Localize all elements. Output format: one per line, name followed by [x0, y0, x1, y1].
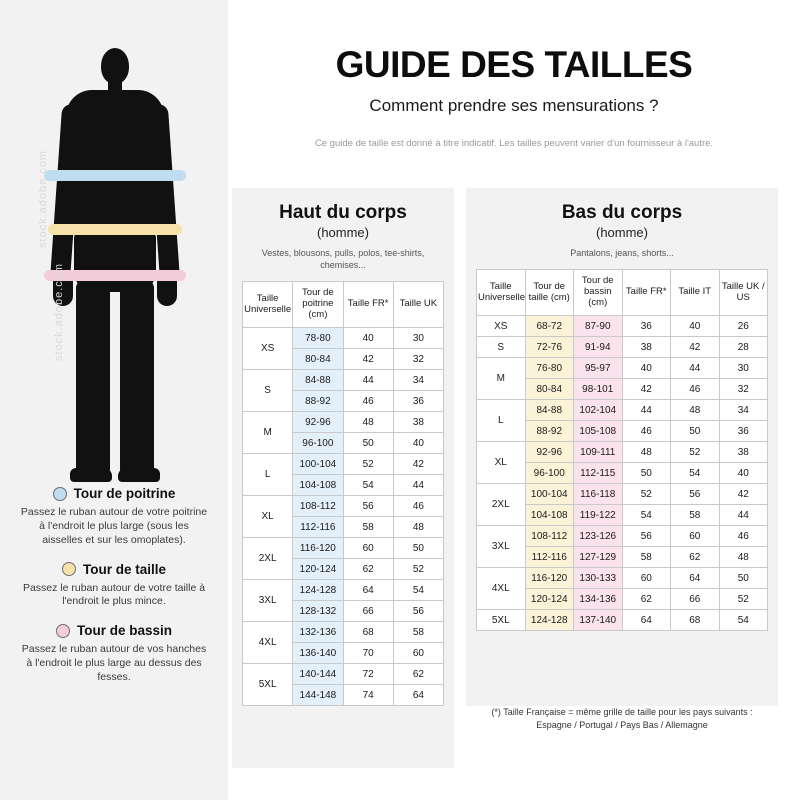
table-cell: 52 [343, 454, 393, 475]
silhouette-left-foot [70, 468, 112, 482]
table-cell: 44 [393, 475, 443, 496]
page-subtitle: Comment prendre ses mensurations ? [369, 96, 659, 115]
table-cell: 38 [719, 442, 768, 463]
size-label-cell: S [243, 370, 293, 412]
measurement-legend [0, 486, 228, 699]
table-cell: 104-108 [293, 475, 343, 496]
section-subtitle-upper: (homme) [316, 225, 369, 240]
table-cell: 96-100 [525, 463, 574, 484]
column-header: Taille FR* [622, 270, 671, 316]
silhouette-right-foot [118, 468, 160, 482]
table-row [477, 610, 768, 631]
disclaimer-text: Ce guide de taille est donné à titre indicatif. Les tailles peuvent varier d'un fournisseur à l'autre. [314, 138, 714, 149]
size-label-cell: 2XL [243, 538, 293, 580]
table-cell: 98-101 [574, 379, 623, 400]
table-cell: 105-108 [574, 421, 623, 442]
section-description-lower: Pantalons, jeans, shorts... [570, 248, 674, 258]
table-cell: 60 [671, 526, 720, 547]
page-title: GUIDE DES TAILLES [335, 44, 693, 85]
table-cell: 102-104 [574, 400, 623, 421]
table-cell: 87-90 [574, 316, 623, 337]
table-cell: 54 [393, 580, 443, 601]
table-row [243, 328, 444, 349]
size-label-cell: L [243, 454, 293, 496]
table-cell: 136-140 [293, 643, 343, 664]
watermark-text: stock.adobe.com [53, 262, 66, 362]
column-header: Taille FR* [343, 282, 393, 328]
table-cell: 80-84 [525, 379, 574, 400]
column-header: Taille Universelle [477, 270, 526, 316]
size-label-cell: 5XL [477, 610, 526, 631]
hips-color-dot-icon [56, 624, 70, 638]
table-cell: 120-124 [525, 589, 574, 610]
table-row [243, 454, 444, 475]
table-cell: 40 [622, 358, 671, 379]
page-header [228, 0, 800, 149]
table-cell: 42 [671, 337, 720, 358]
size-label-cell: 4XL [477, 568, 526, 610]
table-cell: 42 [393, 454, 443, 475]
table-cell: 32 [719, 379, 768, 400]
table-cell: 74 [343, 685, 393, 706]
section-title-upper: Haut du corps [279, 202, 407, 223]
table-cell: 50 [671, 421, 720, 442]
table-cell: 108-112 [293, 496, 343, 517]
table-cell: 56 [393, 601, 443, 622]
chest-color-dot-icon [53, 487, 67, 501]
silhouette-head [101, 48, 129, 84]
size-table-upper-body [242, 281, 444, 706]
table-cell: 66 [343, 601, 393, 622]
table-cell: 26 [719, 316, 768, 337]
waist-color-dot-icon [62, 562, 76, 576]
table-cell: 48 [719, 547, 768, 568]
table-cell: 48 [343, 412, 393, 433]
table-cell: 52 [622, 484, 671, 505]
table-cell: 52 [719, 589, 768, 610]
table-header-row [477, 270, 768, 316]
table-cell: 112-115 [574, 463, 623, 484]
table-cell: 130-133 [574, 568, 623, 589]
table-cell: 38 [622, 337, 671, 358]
silhouette-panel [0, 0, 228, 800]
table-cell: 42 [622, 379, 671, 400]
size-table-lower-body [476, 269, 768, 631]
column-header: Tour de taille (cm) [525, 270, 574, 316]
table-cell: 84-88 [525, 400, 574, 421]
silhouette-leg-gap [0, 18, 10, 208]
table-cell: 36 [393, 391, 443, 412]
section-description-upper: Vestes, blousons, pulls, polos, tee-shirts, chemises... [261, 248, 425, 271]
table-cell: 64 [393, 685, 443, 706]
table-cell: 92-96 [293, 412, 343, 433]
table-cell: 116-120 [525, 568, 574, 589]
table-row [477, 568, 768, 589]
table-cell: 119-122 [574, 505, 623, 526]
table-cell: 76-80 [525, 358, 574, 379]
table-cell: 50 [622, 463, 671, 484]
table-cell: 120-124 [293, 559, 343, 580]
table-row [243, 580, 444, 601]
table-cell: 64 [343, 580, 393, 601]
table-cell: 50 [343, 433, 393, 454]
table-cell: 54 [719, 610, 768, 631]
table-cell: 42 [719, 484, 768, 505]
table-cell: 123-126 [574, 526, 623, 547]
legend-item-waist [12, 562, 216, 610]
table-cell: 108-112 [525, 526, 574, 547]
chest-measure-band [44, 170, 186, 181]
column-header: Tour de poitrine (cm) [293, 282, 343, 328]
table-cell: 46 [343, 391, 393, 412]
size-label-cell: 4XL [243, 622, 293, 664]
table-cell: 44 [343, 370, 393, 391]
table-cell: 124-128 [293, 580, 343, 601]
table-cell: 68-72 [525, 316, 574, 337]
table-cell: 62 [343, 559, 393, 580]
table-cell: 140-144 [293, 664, 343, 685]
table-cell: 50 [393, 538, 443, 559]
table-cell: 60 [622, 568, 671, 589]
table-cell: 54 [671, 463, 720, 484]
table-cell: 112-116 [525, 547, 574, 568]
waist-measure-band [48, 224, 182, 235]
table-cell: 124-128 [525, 610, 574, 631]
table-cell: 40 [719, 463, 768, 484]
table-cell: 109-111 [574, 442, 623, 463]
table-cell: 58 [671, 505, 720, 526]
table-cell: 46 [393, 496, 443, 517]
table-cell: 127-129 [574, 547, 623, 568]
footnote-text: (*) Taille Française = même grille de taille pour les pays suivants : Espagne / Portugal / Pays Bas / Allemagne [491, 707, 753, 730]
table-cell: 58 [622, 547, 671, 568]
table-cell: 48 [671, 400, 720, 421]
table-row [243, 496, 444, 517]
column-header: Taille IT [671, 270, 720, 316]
section-subtitle-lower: (homme) [595, 225, 648, 240]
section-upper-body [232, 188, 454, 768]
table-row [243, 412, 444, 433]
legend-text-waist: Passez le ruban autour de votre taille à l'endroit le plus mince. [22, 581, 206, 608]
size-label-cell: XS [243, 328, 293, 370]
table-cell: 116-120 [293, 538, 343, 559]
legend-item-chest [12, 486, 216, 548]
table-row [477, 337, 768, 358]
table-cell: 48 [622, 442, 671, 463]
size-label-cell: 2XL [477, 484, 526, 526]
watermark-text: stock.adobe.com [37, 149, 50, 249]
table-cell: 44 [719, 505, 768, 526]
table-cell: 92-96 [525, 442, 574, 463]
table-cell: 54 [622, 505, 671, 526]
silhouette-right-leg [120, 280, 154, 475]
table-cell: 70 [343, 643, 393, 664]
table-cell: 104-108 [525, 505, 574, 526]
table-cell: 46 [719, 526, 768, 547]
table-cell: 116-118 [574, 484, 623, 505]
size-label-cell: XS [477, 316, 526, 337]
table-cell: 72-76 [525, 337, 574, 358]
table-cell: 46 [622, 421, 671, 442]
table-cell: 58 [343, 517, 393, 538]
table-cell: 32 [393, 349, 443, 370]
table-cell: 40 [393, 433, 443, 454]
legend-title-hips: Tour de bassin [76, 623, 172, 639]
table-row [477, 484, 768, 505]
table-cell: 44 [622, 400, 671, 421]
table-cell: 88-92 [293, 391, 343, 412]
table-cell: 64 [622, 610, 671, 631]
table-cell: 36 [622, 316, 671, 337]
table-cell: 48 [393, 517, 443, 538]
column-header: Tour de bassin (cm) [574, 270, 623, 316]
legend-text-chest: Passez le ruban autour de votre poitrine à l'endroit le plus large (sous les aisselles et sur les omoplates). [20, 506, 208, 546]
table-cell: 100-104 [525, 484, 574, 505]
size-label-cell: 3XL [243, 580, 293, 622]
table-cell: 52 [393, 559, 443, 580]
table-cell: 128-132 [293, 601, 343, 622]
size-label-cell: M [477, 358, 526, 400]
body-silhouette [0, 18, 228, 518]
table-cell: 50 [719, 568, 768, 589]
table-cell: 30 [393, 328, 443, 349]
table-row [243, 622, 444, 643]
table-cell: 54 [343, 475, 393, 496]
table-cell: 56 [622, 526, 671, 547]
table-cell: 60 [343, 538, 393, 559]
table-cell: 112-116 [293, 517, 343, 538]
legend-text-hips: Passez le ruban autour de vos hanches à l'endroit le plus large au dessus des fesses. [21, 643, 207, 684]
table-cell: 66 [671, 589, 720, 610]
size-label-cell: 3XL [477, 526, 526, 568]
column-header: Taille UK / US [719, 270, 768, 316]
table-cell: 52 [671, 442, 720, 463]
table-cell: 137-140 [574, 610, 623, 631]
table-cell: 30 [719, 358, 768, 379]
table-cell: 28 [719, 337, 768, 358]
silhouette-left-leg [76, 280, 110, 475]
table-cell: 72 [343, 664, 393, 685]
hips-measure-band [44, 270, 186, 281]
table-cell: 132-136 [293, 622, 343, 643]
table-row [243, 370, 444, 391]
table-cell: 56 [343, 496, 393, 517]
table-cell: 78-80 [293, 328, 343, 349]
table-cell: 34 [393, 370, 443, 391]
table-cell: 58 [393, 622, 443, 643]
table-cell: 84-88 [293, 370, 343, 391]
table-cell: 62 [671, 547, 720, 568]
size-label-cell: S [477, 337, 526, 358]
table-cell: 134-136 [574, 589, 623, 610]
size-label-cell: XL [243, 496, 293, 538]
table-cell: 80-84 [293, 349, 343, 370]
table-cell: 56 [671, 484, 720, 505]
table-cell: 38 [393, 412, 443, 433]
section-lower-body [466, 188, 778, 706]
table-cell: 34 [719, 400, 768, 421]
legend-item-hips [12, 623, 216, 685]
table-row [477, 316, 768, 337]
table-cell: 62 [393, 664, 443, 685]
table-cell: 68 [671, 610, 720, 631]
table-cell: 144-148 [293, 685, 343, 706]
table-cell: 40 [343, 328, 393, 349]
table-header-row [243, 282, 444, 328]
table-cell: 96-100 [293, 433, 343, 454]
table-row [477, 358, 768, 379]
table-cell: 62 [622, 589, 671, 610]
size-label-cell: M [243, 412, 293, 454]
table-row [477, 442, 768, 463]
table-cell: 64 [671, 568, 720, 589]
table-row [243, 664, 444, 685]
table-row [477, 526, 768, 547]
table-cell: 68 [343, 622, 393, 643]
table-cell: 91-94 [574, 337, 623, 358]
table-row [243, 538, 444, 559]
table-cell: 40 [671, 316, 720, 337]
column-header: Taille Universelle [243, 282, 293, 328]
table-row [477, 400, 768, 421]
legend-title-waist: Tour de taille [82, 561, 166, 577]
table-cell: 46 [671, 379, 720, 400]
table-cell: 60 [393, 643, 443, 664]
table-cell: 36 [719, 421, 768, 442]
table-cell: 100-104 [293, 454, 343, 475]
legend-title-chest: Tour de poitrine [73, 486, 176, 501]
section-title-lower: Bas du corps [561, 202, 683, 223]
column-header: Taille UK [393, 282, 443, 328]
size-label-cell: L [477, 400, 526, 442]
size-label-cell: XL [477, 442, 526, 484]
size-label-cell: 5XL [243, 664, 293, 706]
table-cell: 42 [343, 349, 393, 370]
table-cell: 95-97 [574, 358, 623, 379]
table-cell: 88-92 [525, 421, 574, 442]
table-cell: 44 [671, 358, 720, 379]
